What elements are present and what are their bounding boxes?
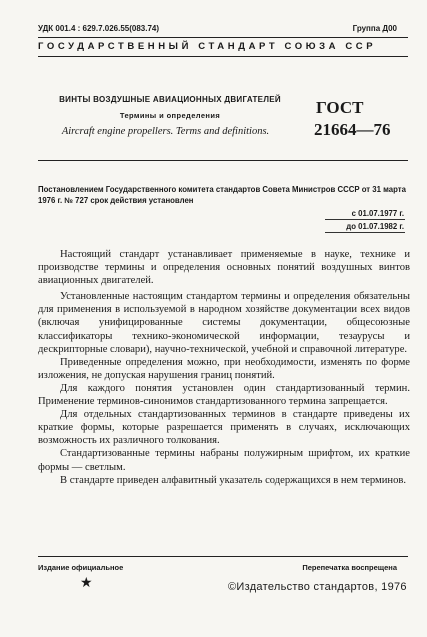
document-title-en: Aircraft engine propellers. Terms and definitions. <box>61 126 270 137</box>
body-paragraph: Установленные настоящим стандартом термины и определения обязательны для применения в используемой в народном хозяйстве документации всех видов (включая унифицированные системы документации, общесоюзные классификаторы технико-экономической информации, тезаурусы и дескрипторные словари), научно-технической, учебной и справочной литературе. <box>38 291 410 355</box>
body-paragraph: Приведенные определения можно, при необходимости, изменять по форме изложения, не допуская нарушения границ понятий. <box>38 356 410 381</box>
body-paragraph: Для каждого понятия установлен один стандартизованный термин. Применение терминов-синонимов стандартизованного термина запрещается. <box>38 382 410 408</box>
state-standard-heading: ГОСУДАРСТВЕННЫЙ СТАНДАРТ СОЮЗА ССР <box>38 41 377 52</box>
body-paragraph: Для отдельных стандартизованных терминов в стандарте приведены их краткие формы, которые разрешается применять в случаях, исключающих возможность их различного толкования. <box>38 409 410 447</box>
group-code: Группа Д00 <box>352 24 397 33</box>
decree-text: Постановлением Государственного комитета стандартов Совета Министров СССР от 31 марта 1976 г. № 727 срок действия установлен <box>38 185 406 205</box>
body-text <box>38 248 410 487</box>
validity-from: с 01.07.1977 г. <box>351 209 404 218</box>
validity-to-underline <box>325 232 405 233</box>
body-paragraph: Стандартизованные термины набраны полужирным шрифтом, их краткие формы — светлым. <box>38 448 410 473</box>
header-bottom-rule <box>38 56 408 57</box>
document-subtitle: Термины и определения <box>119 111 221 120</box>
star-icon: ★ <box>80 576 93 591</box>
validity-to: до 01.07.1982 г. <box>346 222 404 231</box>
gost-label: ГОСТ <box>316 98 364 117</box>
header-top-rule <box>38 37 408 38</box>
gost-number: 21664—76 <box>314 120 391 139</box>
official-edition-note: Издание официальное <box>38 563 124 572</box>
footer-rule <box>38 556 408 557</box>
reprint-prohibited-note: Перепечатка воспрещена <box>302 563 397 572</box>
copyright-notice: ©Издательство стандартов, 1976 <box>228 581 407 593</box>
document-title-ru: ВИНТЫ ВОЗДУШНЫЕ АВИАЦИОННЫХ ДВИГАТЕЛЕЙ <box>59 95 281 104</box>
validity-from-underline <box>325 219 405 220</box>
udk-code: УДК 001.4 : 629.7.026.55(083.74) <box>38 24 160 33</box>
body-paragraph: Настоящий стандарт устанавливает применяемые в науке, технике и производстве термины и определения основных понятий воздушных винтов авиационных двигателей. <box>38 249 410 287</box>
body-paragraph: В стандарте приведен алфавитный указатель содержащихся в нем терминов. <box>60 474 407 486</box>
title-bottom-rule <box>38 160 408 161</box>
